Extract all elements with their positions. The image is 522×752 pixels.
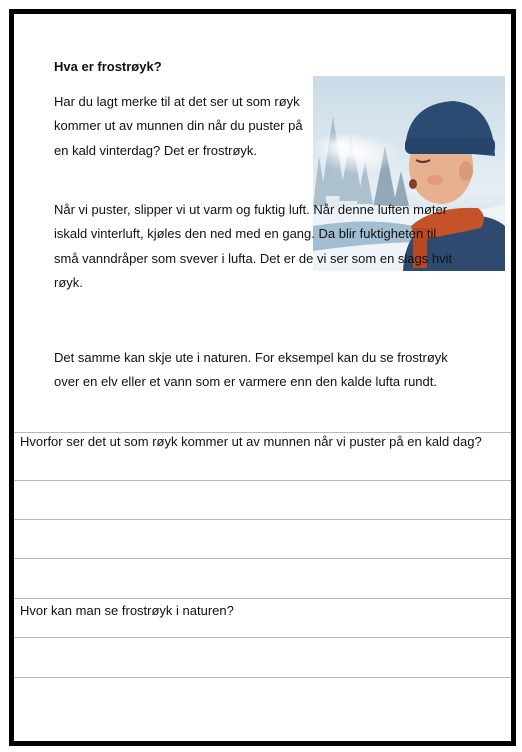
answer-line[interactable] — [14, 677, 511, 678]
answer-line[interactable] — [14, 558, 511, 559]
answer-line[interactable] — [14, 480, 511, 481]
question-1: Hvorfor ser det ut som røyk kommer ut av munnen når vi puster på en kald dag? — [20, 434, 482, 449]
article-title: Hva er frostrøyk? — [54, 59, 162, 74]
worksheet-page — [9, 9, 516, 746]
article-paragraph-3: Det samme kan skje ute i naturen. For eksempel kan du se frostrøyk over en elv eller et vann som er varmere enn den kalde lufta rundt. — [54, 350, 448, 390]
answer-line[interactable] — [14, 519, 511, 520]
answer-line[interactable] — [14, 637, 511, 638]
article-paragraph-2: Når vi puster, slipper vi ut varm og fuktig luft. Når denne luften møter iskald vinterluft, kjøles den ned med en gang. Da blir fuktigheten til små vanndråper som svever i lufta. Det er de vi ser som en slags hvit røyk. — [54, 202, 453, 291]
article-paragraph-1: Har du lagt merke til at det ser ut som røyk kommer ut av munnen din når du puster på en kald vinterdag? Det er frostrøyk. — [54, 94, 303, 158]
question-2: Hvor kan man se frostrøyk i naturen? — [20, 603, 234, 618]
